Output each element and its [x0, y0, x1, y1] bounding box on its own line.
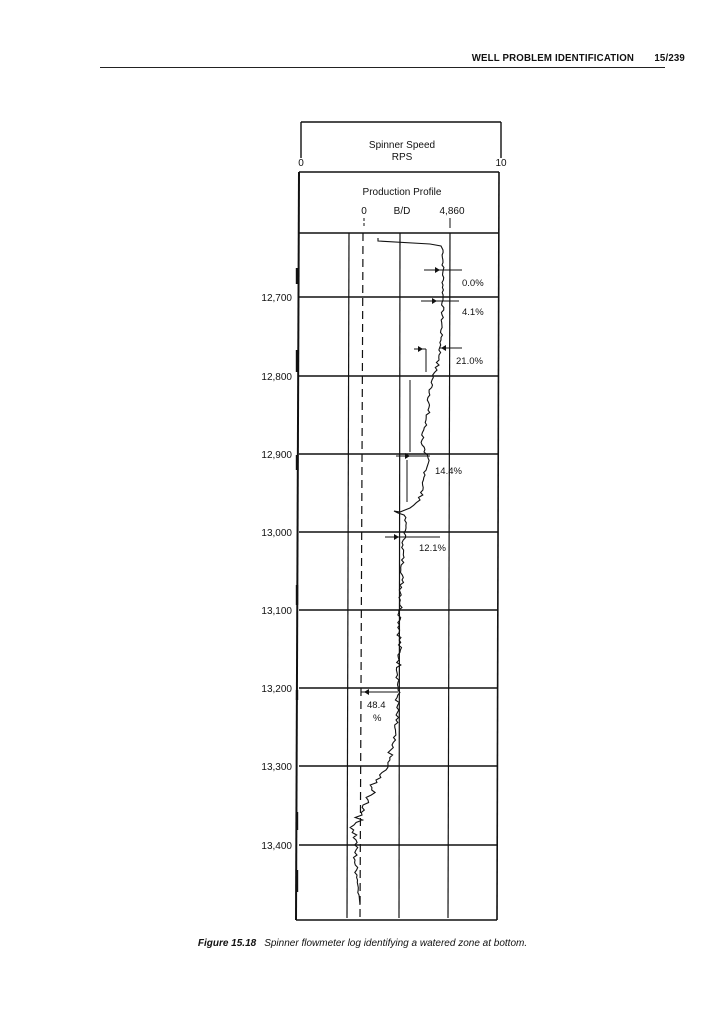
profile-scale-max: 4,860 [439, 206, 465, 217]
spinner-speed-unit: RPS [391, 152, 413, 163]
zone-percentage-label: 4.1% [462, 307, 484, 318]
depth-label: 13,100 [261, 606, 292, 617]
spinner-speed-curve [350, 238, 444, 905]
profile-scale-unit: B/D [393, 206, 411, 217]
spinner-speed-title: Spinner Speed [368, 140, 436, 151]
production-profile-title: Production Profile [362, 187, 442, 198]
depth-label: 12,900 [261, 450, 292, 461]
zone-percentage-label-unit: % [373, 713, 382, 724]
caption-text: Spinner flowmeter log identifying a watered zone at bottom. [264, 938, 528, 949]
zone-percentage-label: 48.4 [367, 700, 386, 711]
zone-percentage-label: 12.1% [419, 543, 446, 554]
figure-caption [0, 938, 725, 949]
depth-label: 13,200 [261, 684, 292, 695]
depth-label: 12,800 [261, 372, 292, 383]
page-number: 15/239 [654, 52, 685, 64]
spinner-scale-min: 0 [298, 158, 304, 169]
figure-number: Figure 15.18 [197, 938, 257, 949]
depth-label: 13,000 [261, 528, 292, 539]
zone-percentage-label: 14.4% [435, 466, 462, 477]
running-head-title: WELL PROBLEM IDENTIFICATION [471, 52, 635, 64]
profile-scale-min: 0 [361, 206, 367, 217]
depth-label: 12,700 [261, 293, 292, 304]
spinner-scale-max: 10 [495, 158, 507, 169]
depth-label: 13,400 [261, 841, 292, 852]
zone-percentage-label: 21.0% [456, 356, 483, 367]
zone-markers [361, 267, 462, 695]
depth-label: 13,300 [261, 762, 292, 773]
zone-percentage-label: 0.0% [462, 278, 484, 289]
